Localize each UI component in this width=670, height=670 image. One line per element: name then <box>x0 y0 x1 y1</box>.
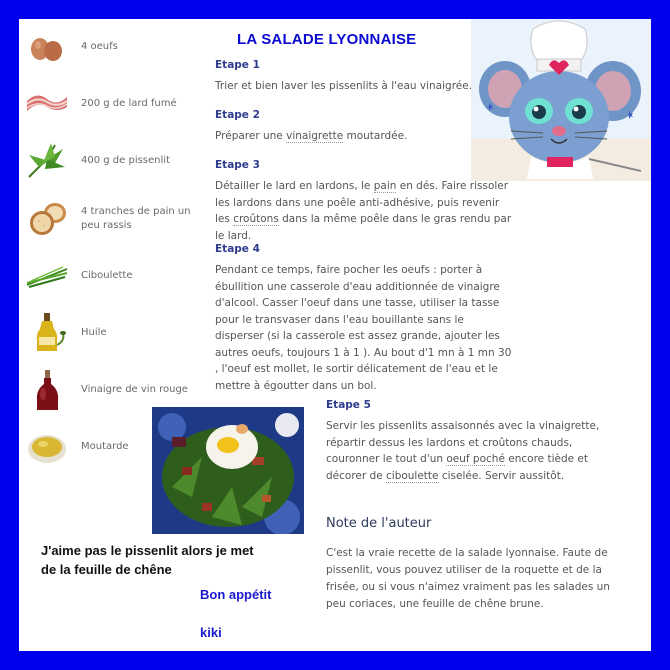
oeuf-poche-link[interactable]: oeuf poché <box>446 453 505 465</box>
oil-bottle-icon <box>25 313 69 353</box>
step-4-title: Etape 4 <box>215 243 260 255</box>
step-5-text-a: Servir les pissenlits assaisonnés avec la vinaigrette, répartir dessus les lardons et croûtons chauds, couronner le tout d'un <box>326 420 600 465</box>
recipe-page <box>19 19 651 651</box>
ingredient-label: 400 g de pissenlit <box>81 155 170 166</box>
ingredient-oil <box>25 311 195 355</box>
ingredient-label: Vinaigre de vin rouge <box>81 384 188 395</box>
pain-link[interactable]: pain <box>373 180 397 192</box>
bacon-icon <box>25 84 69 124</box>
comment-line-1: J'aime pas le pissenlit alors je met <box>41 543 254 558</box>
ingredient-label: Huile <box>81 327 107 338</box>
ingredient-chives <box>25 254 195 298</box>
ingredient-label: 4 tranches de pain un peu rassis <box>81 206 191 231</box>
ingredient-label: 200 g de lard fumé <box>81 98 177 109</box>
step-2-text <box>215 128 515 145</box>
ingredient-bread <box>25 197 195 241</box>
step-3-text-c: dans la même poêle dans le gras rendu par le lard. <box>215 213 512 242</box>
croutons-link[interactable]: croûtons <box>233 213 279 225</box>
ingredient-vinegar <box>25 368 195 412</box>
step-3-text-a: Détailler le lard en lardons, le <box>215 180 374 192</box>
step-2-title: Etape 2 <box>215 109 260 121</box>
author-note-title: Note de l'auteur <box>326 516 432 531</box>
vinegar-bottle-icon <box>25 370 69 410</box>
step-5-text-c: ciselée. Servir aussitôt. <box>438 469 565 482</box>
step-4-text: Pendant ce temps, faire pocher les oeufs : porter à ébullition une casserole d'eau additionnée de vinaigre d'alcool. Casser l'oeuf dans une tasse, utiliser la tasse pour le transvaser dans l'eau bouillante sans le disperser (si la casserole est assez grande, ajouter les autres oeufs, toujours 1 à 1 ). Au bout d'1 mn à 1 mn 30 , l'oeuf est mollet, le sortir délicatement de l'eau et le mettre à égoutter dans un bol. <box>215 264 512 392</box>
page-title: LA SALADE LYONNAISE <box>237 31 417 48</box>
step-5-text-b: encore tiède et décorer de <box>326 453 588 482</box>
step-1-text: Trier et bien laver les pissenlits à l'eau vinaigrée. <box>215 80 473 92</box>
signature: kiki <box>200 625 222 640</box>
step-3-title: Etape 3 <box>215 159 260 171</box>
greeting: Bon appétit <box>200 587 272 602</box>
step-1-title: Etape 1 <box>215 59 260 71</box>
vinaigrette-link[interactable]: vinaigrette <box>286 130 344 142</box>
step-3-text <box>215 178 515 244</box>
ingredient-bacon <box>25 82 195 126</box>
ingredient-label: Ciboulette <box>81 270 133 281</box>
chef-mouse-illustration <box>471 19 651 181</box>
author-note-text: C'est la vraie recette de la salade lyonnaise. Faute de pissenlit, vous pouvez utiliser de la roquette et de la frisée, ou si vous n'aimez vraiment pas les salades un peu coriaces, une feuille de chêne brune. <box>326 547 610 610</box>
comment-line-2: de la feuille de chêne <box>41 562 172 577</box>
salad-photo <box>152 407 304 534</box>
step-2-text-b: moutardée. <box>343 130 408 142</box>
eggs-icon <box>25 27 69 67</box>
chives-icon <box>25 256 69 296</box>
step-5-title: Etape 5 <box>326 399 371 411</box>
ingredient-dandelion <box>25 139 195 183</box>
dandelion-icon <box>25 141 69 181</box>
step-2-text-a: Préparer une <box>215 130 287 142</box>
step-5-text <box>326 418 616 484</box>
step-3-text-b: en dés. Faire rissoler les lardons dans une poêle anti-adhésive, puis revenir les <box>215 180 509 225</box>
mustard-icon <box>25 427 69 467</box>
ingredient-eggs <box>25 25 195 69</box>
ingredient-label: 4 oeufs <box>81 41 118 52</box>
ciboulette-link[interactable]: ciboulette <box>386 469 439 482</box>
bread-icon <box>25 199 69 239</box>
ingredient-label: Moutarde <box>81 441 129 452</box>
